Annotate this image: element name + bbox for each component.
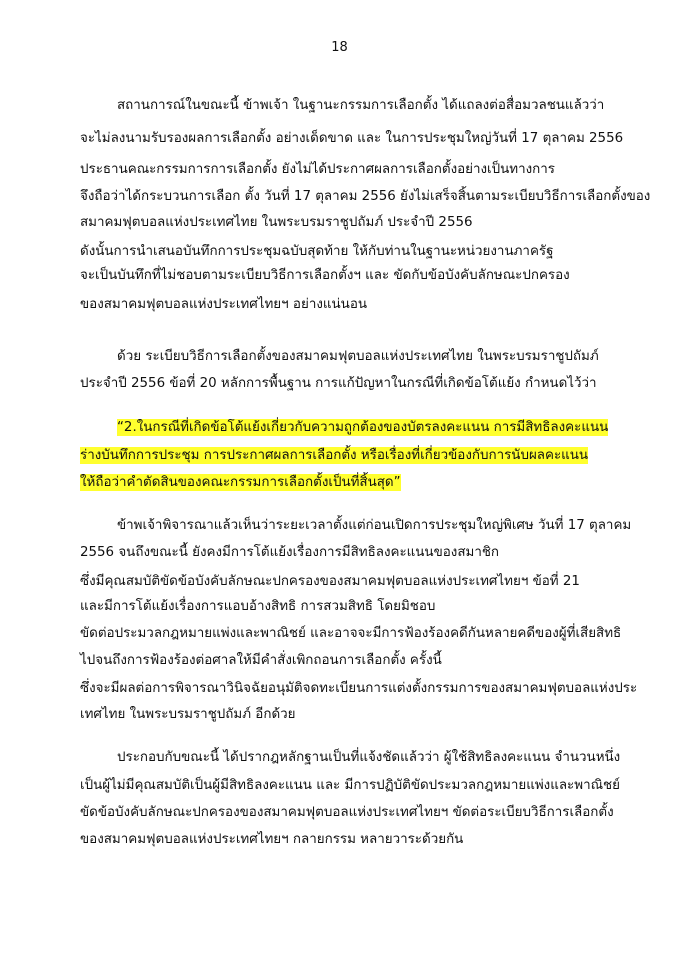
text-line: จึงถือว่าได้กระบวนการเลือก ตั้ง วันที่ 17 ตุลาคม 2556 ยังไม่เสร็จสิ้นตามระเบียบวิธีการเลือกตั้งของ bbox=[80, 189, 651, 204]
text-line: ขัดข้อบังคับลักษณะปกครองของสมาคมฟุตบอลแห่งประเทศไทยฯ ขัดต่อระเบียบวิธีการเลือกตั้ง bbox=[80, 805, 614, 820]
text-line: ดังนั้นการนำเสนอบันทึกการประชุมฉบับสุดท้าย ให้กับท่านในฐานะหน่วยงานภาครัฐ bbox=[80, 244, 554, 259]
text-line: ซึ่งจะมีผลต่อการพิจารณาวินิจฉัยอนุมัติจดทะเบียนการแต่งตั้งกรรมการของสมาคมฟุตบอลแห่งประ bbox=[80, 681, 638, 696]
text-line: จะเป็นบันทึกที่ไม่ชอบตามระเบียบวิธีการเลือกตั้งฯ และ ขัดกับข้อบังคับลักษณะปกครอง bbox=[80, 268, 570, 283]
page-number: 18 bbox=[331, 40, 348, 55]
highlighted-line: “2.ในกรณีที่เกิดข้อโต้แย้งเกี่ยวกับความถูกต้องของบัตรลงคะแนน การมีสิทธิลงคะแนน bbox=[117, 420, 609, 435]
text-line: สถานการณ์ในขณะนี้ ข้าพเจ้า ในฐานะกรรมการเลือกตั้ง ได้แถลงต่อสื่อมวลชนแล้วว่า bbox=[117, 98, 605, 113]
text-line: ข้าพเจ้าพิจารณาแล้วเห็นว่าระยะเวลาตั้งแต่ก่อนเปิดการประชุมใหญ่พิเศษ วันที่ 17 ตุลาคม bbox=[117, 518, 632, 533]
text-line: ไปจนถึงการฟ้องร้องต่อศาลให้มีคำสั่งเพิกถอนการเลือกตั้ง ครั้งนี้ bbox=[80, 653, 442, 668]
text-line: ซึ่งมีคุณสมบัติขัดข้อบังคับลักษณะปกครองของสมาคมฟุตบอลแห่งประเทศไทยฯ ข้อที่ 21 bbox=[80, 574, 580, 589]
text-line: ประธานคณะกรรมการการเลือกตั้ง ยังไม่ได้ประกาศผลการเลือกตั้งอย่างเป็นทางการ bbox=[80, 162, 555, 177]
text-line: และมีการโต้แย้งเรื่องการแอบอ้างสิทธิ การสวมสิทธิ โดยมิชอบ bbox=[80, 599, 436, 614]
highlighted-line: ร่างบันทึกการประชุม การประกาศผลการเลือกตั้ง หรือเรื่องที่เกี่ยวข้องกับการนับผลคะแนน bbox=[80, 448, 589, 463]
text-line: ประกอบกับขณะนี้ ได้ปรากฎหลักฐานเป็นที่แจ้งชัดแล้วว่า ผู้ใช้สิทธิลงคะแนน จำนวนหนึ่ง bbox=[117, 750, 621, 765]
highlighted-line: ให้ถือว่าคำตัดสินของคณะกรรมการเลือกตั้งเป็นที่สิ้นสุด” bbox=[80, 475, 401, 490]
text-line: เป็นผู้ไม่มีคุณสมบัติเป็นผู้มีสิทธิลงคะแนน และ มีการปฏิบัติขัดประมวลกฎหมายแพ่งและพาณิชย์ bbox=[80, 778, 620, 793]
text-line: ของสมาคมฟุตบอลแห่งประเทศไทยฯ อย่างแน่นอน bbox=[80, 297, 368, 312]
text-line: จะไม่ลงนามรับรองผลการเลือกตั้ง อย่างเด็ดขาด และ ในการประชุมใหญ่วันที่ 17 ตุลาคม 2556 bbox=[80, 131, 624, 146]
text-line: ด้วย ระเบียบวิธีการเลือกตั้งของสมาคมฟุตบอลแห่งประเทศไทย ในพระบรมราชูปถัมภ์ bbox=[117, 349, 599, 364]
text-line: เทศไทย ในพระบรมราชูปถัมภ์ อีกด้วย bbox=[80, 707, 296, 722]
text-line: ขัดต่อประมวลกฎหมายแพ่งและพาณิชย์ และอาจจะมีการฟ้องร้องคดีกันหลายคดีของผู้ที่เสียสิทธิ bbox=[80, 626, 622, 641]
text-line: ประจำปี 2556 ข้อที่ 20 หลักการพื้นฐาน การแก้ปัญหาในกรณีที่เกิดข้อโต้แย้ง กำหนดไว้ว่า bbox=[80, 376, 597, 391]
text-line: สมาคมฟุตบอลแห่งประเทศไทย ในพระบรมราชูปถัมภ์ ประจำปี 2556 bbox=[80, 215, 473, 230]
text-line: ของสมาคมฟุตบอลแห่งประเทศไทยฯ กลายกรรม หลายวาระด้วยกัน bbox=[80, 832, 464, 847]
text-line: 2556 จนถึงขณะนี้ ยังคงมีการโต้แย้งเรื่องการมีสิทธิลงคะแนนของสมาชิก bbox=[80, 545, 500, 560]
